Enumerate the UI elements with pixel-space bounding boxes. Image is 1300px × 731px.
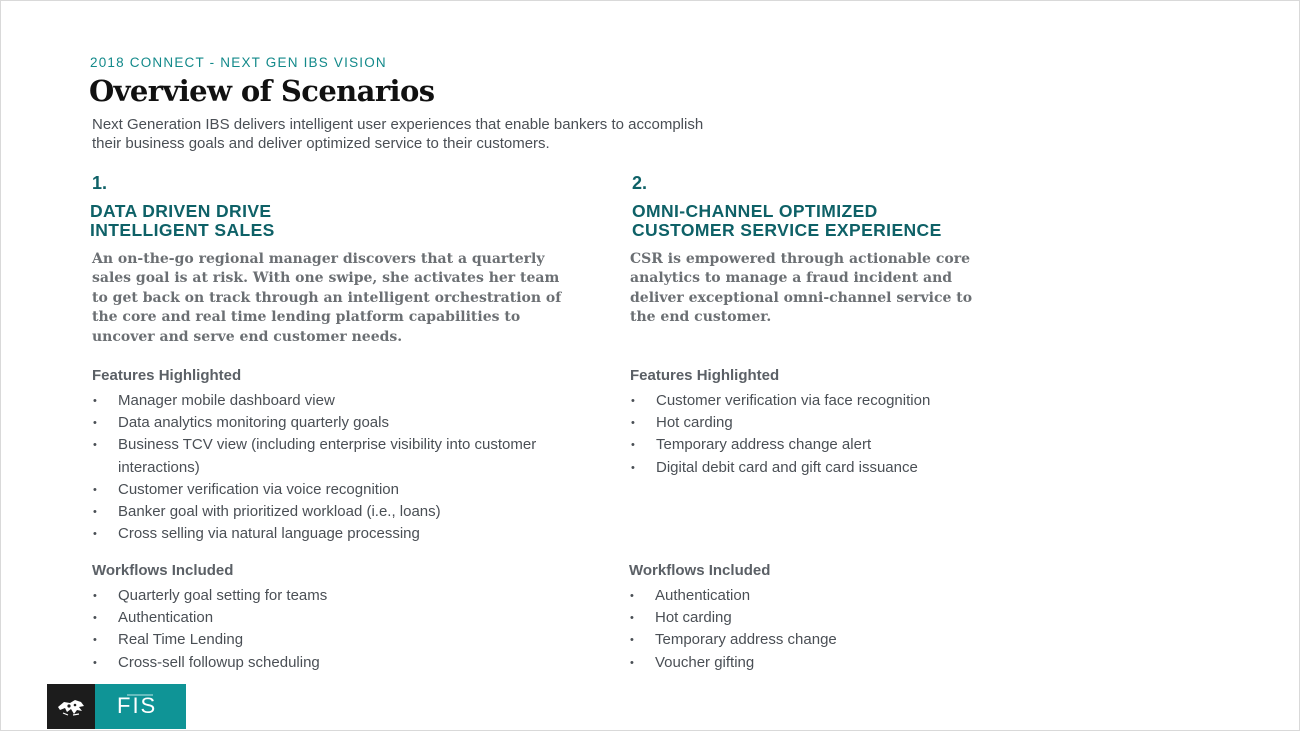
bullet-icon: •	[93, 395, 97, 407]
list-item-text: Manager mobile dashboard view	[118, 392, 335, 409]
list-item	[630, 457, 1100, 479]
bullet-icon: •	[93, 634, 97, 647]
bullet-icon: •	[93, 483, 97, 496]
page-title: Overview of Scenarios	[89, 74, 435, 108]
bullet-icon: •	[93, 590, 97, 602]
list-item	[630, 434, 1100, 456]
worldpay-icon	[47, 684, 95, 729]
fis-logo	[95, 684, 186, 729]
scenario-heading	[90, 202, 450, 240]
list-item	[92, 479, 562, 501]
bullet-icon: •	[93, 439, 97, 452]
intro-paragraph: Next Generation IBS delivers intelligent user experiences that enable bankers to accomplish their business goals and deliver optimized service to their customers.	[92, 116, 704, 152]
list-item-text: Authentication	[655, 587, 751, 604]
list-item	[629, 629, 1099, 651]
list-item-text: Temporary address change	[655, 631, 837, 649]
bullet-icon: •	[631, 461, 635, 474]
bullet-icon: •	[93, 417, 97, 430]
workflows-list	[629, 585, 1099, 674]
list-item	[629, 585, 1099, 607]
workflows-label: Workflows Included	[629, 562, 771, 579]
features-list	[630, 390, 1100, 479]
list-item	[92, 434, 562, 478]
list-item-text: Hot carding	[655, 609, 732, 627]
scenario-heading-line: INTELLIGENT SALES	[90, 220, 275, 240]
scenario-heading-line: CUSTOMER SERVICE EXPERIENCE	[632, 220, 942, 240]
list-item-text: Customer verification via face recognition	[656, 392, 931, 409]
list-item-text: Cross-sell followup scheduling	[118, 653, 320, 671]
bullet-icon: •	[630, 634, 634, 647]
bullet-icon: •	[93, 612, 97, 625]
workflows-label: Workflows Included	[92, 562, 234, 579]
list-item	[92, 585, 562, 607]
list-item-text: Business TCV view (including enterprise visibility into customer interactions)	[118, 436, 537, 476]
bullet-icon: •	[631, 439, 635, 452]
list-item-text: Digital debit card and gift card issuance	[656, 458, 918, 476]
list-item	[630, 412, 1100, 434]
scenario-heading-line: DATA DRIVEN DRIVE	[90, 201, 272, 221]
list-item	[92, 652, 562, 674]
list-item-text: Temporary address change alert	[656, 436, 872, 454]
bullet-icon: •	[93, 656, 97, 669]
brand-logo	[47, 684, 186, 729]
scenario-number: 1.	[92, 173, 108, 193]
list-item	[92, 501, 562, 523]
scenario-heading-line: OMNI-CHANNEL OPTIMIZED	[632, 201, 878, 221]
list-item-text: Data analytics monitoring quarterly goals	[118, 414, 389, 432]
scenario-1	[90, 172, 570, 671]
bullet-icon: •	[630, 590, 634, 602]
list-item-text: Real Time Lending	[118, 631, 244, 649]
list-item-text: Voucher gifting	[655, 653, 755, 671]
bullet-icon: •	[631, 395, 635, 407]
list-item	[92, 523, 562, 545]
list-item	[92, 390, 562, 412]
list-item-text: Authentication	[118, 609, 214, 627]
list-item	[629, 652, 1099, 674]
list-item-text: Banker goal with prioritized workload (i.e., loans)	[118, 503, 441, 521]
bullet-icon: •	[93, 506, 97, 519]
list-item	[92, 629, 562, 651]
scenario-description: An on-the-go regional manager discovers that a quarterly sales goal is at risk. With one swipe, she activates her team to get back on track through an intelligent orchestration of the core and real time lending platform capabilities to uncover and serve end customer needs.	[92, 251, 562, 345]
scenario-description: CSR is empowered through actionable core analytics to manage a fraud incident and deliver exceptional omni-channel service to the end customer.	[630, 251, 973, 326]
list-item	[630, 390, 1100, 412]
eyebrow-text: 2018 CONNECT - NEXT GEN IBS VISION	[90, 55, 387, 70]
fis-logo-text: FIS	[117, 693, 158, 718]
features-list	[92, 390, 562, 545]
bullet-icon: •	[630, 612, 634, 625]
bullet-icon: •	[93, 528, 97, 541]
scenario-heading	[632, 202, 992, 240]
workflows-list	[92, 585, 562, 674]
list-item-text: Cross selling via natural language processing	[118, 525, 420, 543]
scenario-number: 2.	[632, 173, 648, 193]
bullet-icon: •	[630, 656, 634, 669]
list-item	[629, 607, 1099, 629]
scenario-2	[629, 172, 990, 671]
list-item-text: Quarterly goal setting for teams	[118, 587, 328, 604]
features-label: Features Highlighted	[630, 367, 780, 384]
list-item-text: Hot carding	[656, 414, 733, 432]
bullet-icon: •	[631, 417, 635, 430]
list-item-text: Customer verification via voice recognition	[118, 480, 399, 498]
features-label: Features Highlighted	[92, 367, 242, 384]
list-item	[92, 412, 562, 434]
list-item	[92, 607, 562, 629]
